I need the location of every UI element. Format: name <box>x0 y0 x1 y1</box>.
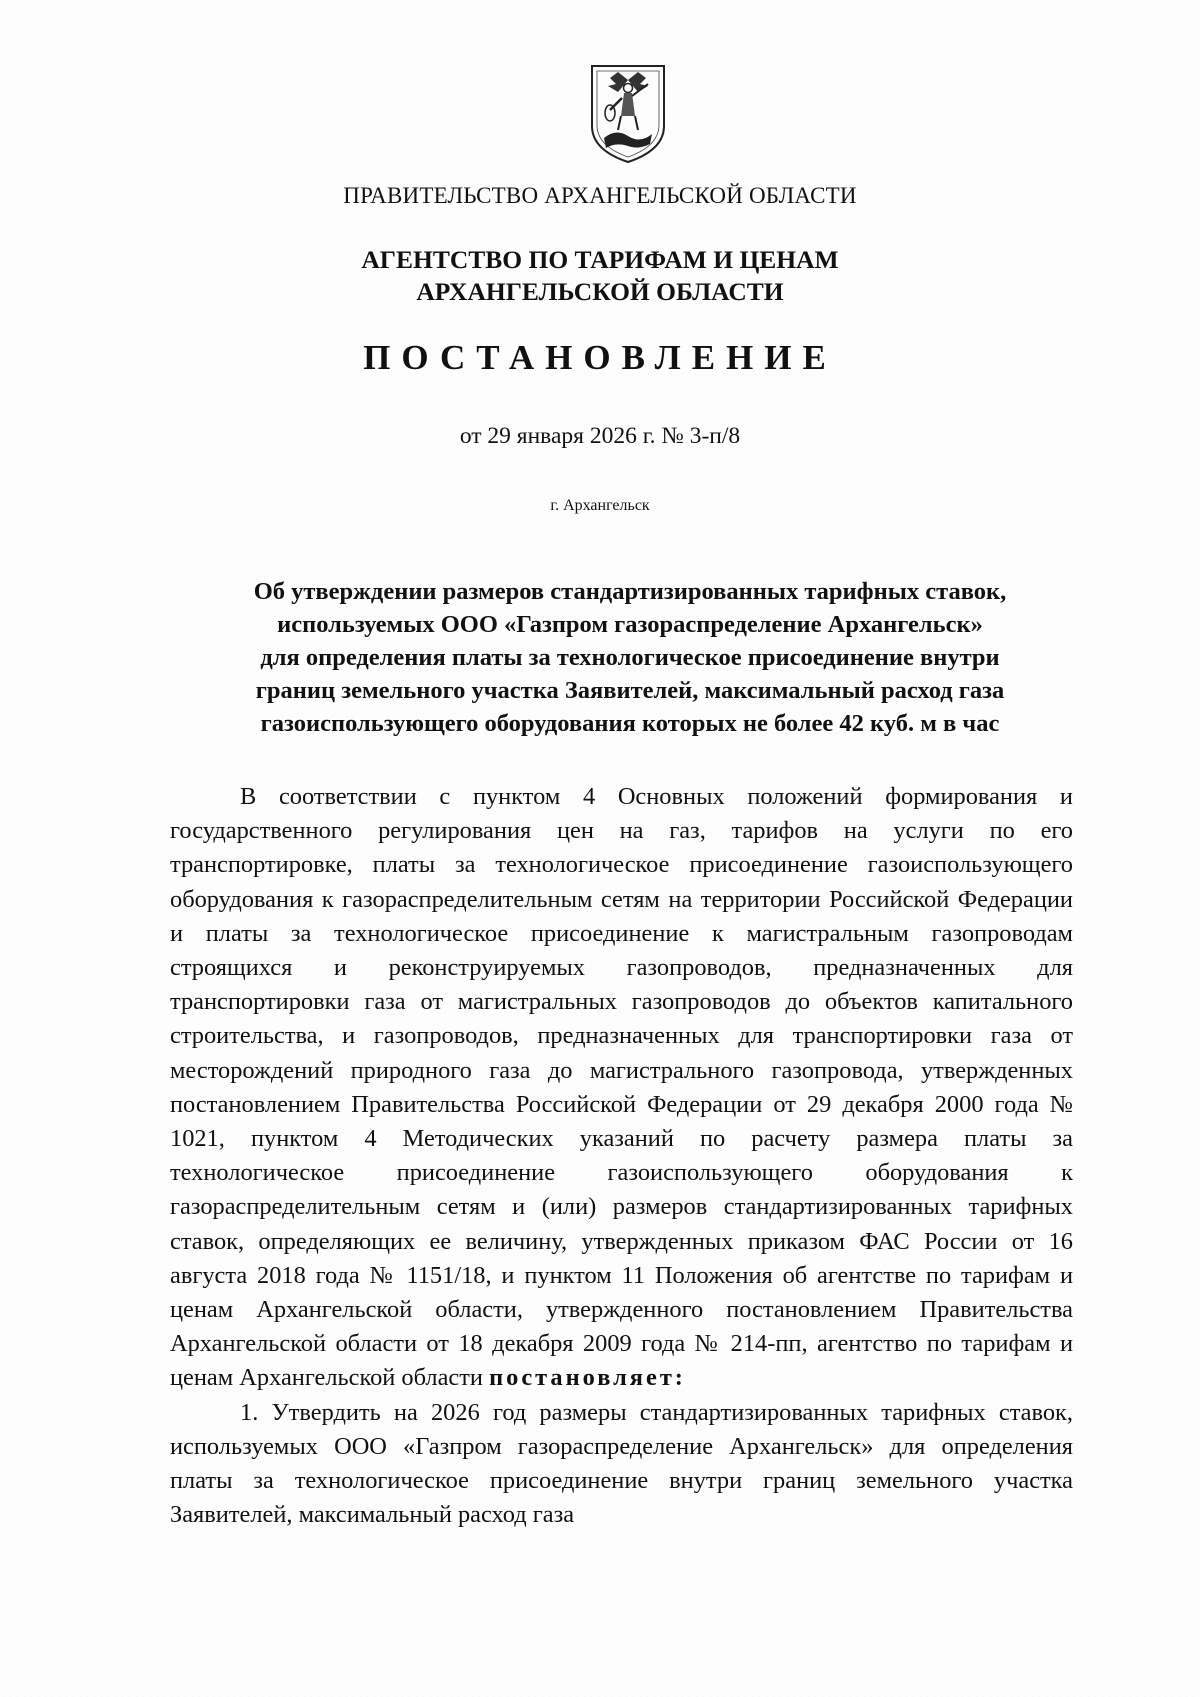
city: г. Архангельск <box>550 497 650 514</box>
subject-line: Об утверждении размеров стандартизированных тарифных ставок, <box>253 578 1007 605</box>
agency-name-line1: АГЕНТСТВО ПО ТАРИФАМ И ЦЕНАМ <box>361 245 839 274</box>
agency-name-line2: АРХАНГЕЛЬСКОЙ ОБЛАСТИ <box>416 277 784 306</box>
resolves-keyword: постановляет: <box>489 1364 686 1392</box>
government-name: ПРАВИТЕЛЬСТВО АРХАНГЕЛЬСКОЙ ОБЛАСТИ <box>343 183 857 208</box>
subject-line: используемых ООО «Газпром газораспределение Архангельск» <box>277 611 983 638</box>
agency-name <box>0 244 1200 308</box>
coat-of-arms-icon <box>588 62 668 164</box>
date-and-number: от 29 января 2026 г. № 3-п/8 <box>459 423 741 449</box>
preamble-text: В соответствии с пунктом 4 Основных положений формирования и государственного регулирования цен на газ, тарифов на услуги по его транспортировке, платы за технологическое присоединение газоиспользующего оборудования к газораспределительным сетям на территории Российской Федерации и платы за технологическое присоединение к магистральным газопроводам строящихся и реконструируемых газопроводов, предназначенных для транспортировки газа от магистральных газопроводов до объектов капитального строительства, и газопроводов, предназначенных для транспортировки газа от месторождений природного газа до магистрального газопровода, утвержденных постановлением Правительства Российской Федерации от 29 декабря 2000 года № 1021, пунктом 4 Методических указаний по расчету размера платы за технологическое присоединение газоиспользующего оборудования к газораспределительным сетям и (или) размеров стандартизированных тарифных ставок, определяющих ее величину, утвержденных приказом ФАС России от 16 августа 2018 года № 1151/18, и пунктом 11 Положения об агентстве по тарифам и ценам Архангельской области, утвержденного постановлением Правительства Архангельской области от 18 декабря 2009 года № 214-пп, агентство по тарифам и ценам Архангельской области <box>170 783 1073 1392</box>
document-subject <box>185 575 1075 740</box>
clause-1-paragraph: 1. Утвердить на 2026 год размеры стандартизированных тарифных ставок, используемых ООО «Газпром газораспределение Архангельск» для определения платы за технологическое присоединение внутри границ земельного участка Заявителей, максимальный расход газа <box>170 1398 1073 1529</box>
preamble-paragraph <box>170 780 1073 1396</box>
subject-line: для определения платы за технологическое присоединение внутри <box>260 644 1000 671</box>
subject-line: газоиспользующего оборудования которых не более 42 куб. м в час <box>260 710 1000 737</box>
document-body <box>170 780 1073 1532</box>
subject-line: границ земельного участка Заявителей, максимальный расход газа <box>255 677 1005 704</box>
document-type-title: ПОСТАНОВЛЕНИЕ <box>363 338 837 377</box>
